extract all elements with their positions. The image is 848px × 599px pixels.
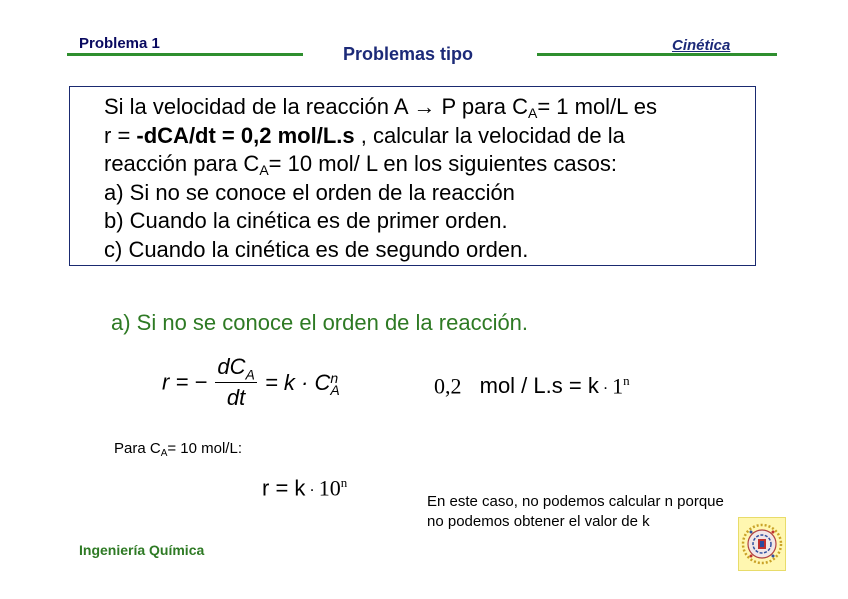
problem-case-c: c) Cuando la cinética es de segundo orden.: [104, 236, 529, 262]
problem-line-1: [104, 93, 754, 122]
subscript-a: A: [527, 105, 538, 121]
eq3-lhs: r = k: [262, 475, 306, 501]
subscript-a: A: [259, 162, 269, 178]
problem-line-2-pre: r =: [104, 122, 137, 148]
eq1-rhs-sub: A: [330, 381, 340, 398]
eq2-exp: n: [623, 373, 630, 388]
para-ca-label: [114, 440, 242, 457]
rate-law-equation: [162, 354, 340, 411]
problem-rate-bold: -dCA/dt = 0,2 mol/L.s: [136, 122, 355, 148]
eq2-units: mol / L.s = k: [479, 373, 599, 399]
eq1-lhs: r = −: [162, 369, 208, 395]
given-rate-equation: [434, 373, 630, 399]
problem-statement: [104, 93, 754, 264]
problem-line-1-mid: P para C: [435, 94, 528, 119]
eq1-num-text: dC: [217, 354, 246, 379]
section-a-heading: a) Si no se conoce el orden de la reacción.: [111, 310, 529, 335]
header-rule-right: [537, 53, 777, 56]
eq1-num-sub: A: [245, 366, 255, 383]
problem-case-a: a) Si no se conoce el orden de la reacción: [104, 179, 515, 205]
eq3-base: 10: [318, 475, 341, 501]
problem-line-3: [104, 150, 754, 179]
para-pre: Para C: [114, 440, 161, 457]
eq1-rhs-sup: n: [330, 369, 339, 386]
para-post: = 10 mol/L:: [167, 440, 242, 457]
problem-case-b: b) Cuando la cinética es de primer orden.: [104, 208, 508, 233]
problem-line-1-pre: Si la velocidad de la reacción A: [104, 94, 414, 119]
eq1-denominator: dt: [215, 382, 256, 411]
eq2-value: 0,2: [434, 373, 462, 399]
eq3-dot: ·: [305, 482, 319, 500]
problem-line-1-post: = 1 mol/L es: [537, 94, 657, 119]
eq1-numerator: [215, 354, 256, 382]
header-center-title: Problemas tipo: [343, 44, 474, 64]
eq2-base: 1: [612, 373, 624, 399]
conclusion-note: En este caso, no podemos calcular n porque no podemos obtener el valor de k: [427, 493, 724, 530]
problem-line-3-pre: reacción para C: [104, 151, 260, 176]
university-seal-icon: [738, 517, 786, 571]
problem-line-2: [104, 122, 754, 151]
problem-line-2-post: , calcular la velocidad de la: [354, 122, 625, 148]
header-right-title: Cinética: [672, 37, 731, 54]
arrow-icon: →: [413, 94, 436, 119]
header-left-title: Problema 1: [79, 35, 160, 52]
header-rule-left: [67, 53, 303, 56]
footer-course-name: Ingeniería Química: [79, 542, 205, 558]
eq1-rhs: [264, 369, 340, 398]
seal-graphic: [739, 518, 785, 570]
eq3-exp: n: [340, 475, 348, 490]
para-sub: A: [160, 448, 168, 459]
rate-at-10-equation: [262, 475, 347, 501]
eq1-rhs-text: = k · C: [264, 369, 331, 395]
eq1-fraction: [215, 354, 256, 411]
problem-line-3-post: = 10 mol/ L en los siguientes casos:: [268, 151, 617, 176]
eq2-dot: ·: [598, 380, 613, 398]
